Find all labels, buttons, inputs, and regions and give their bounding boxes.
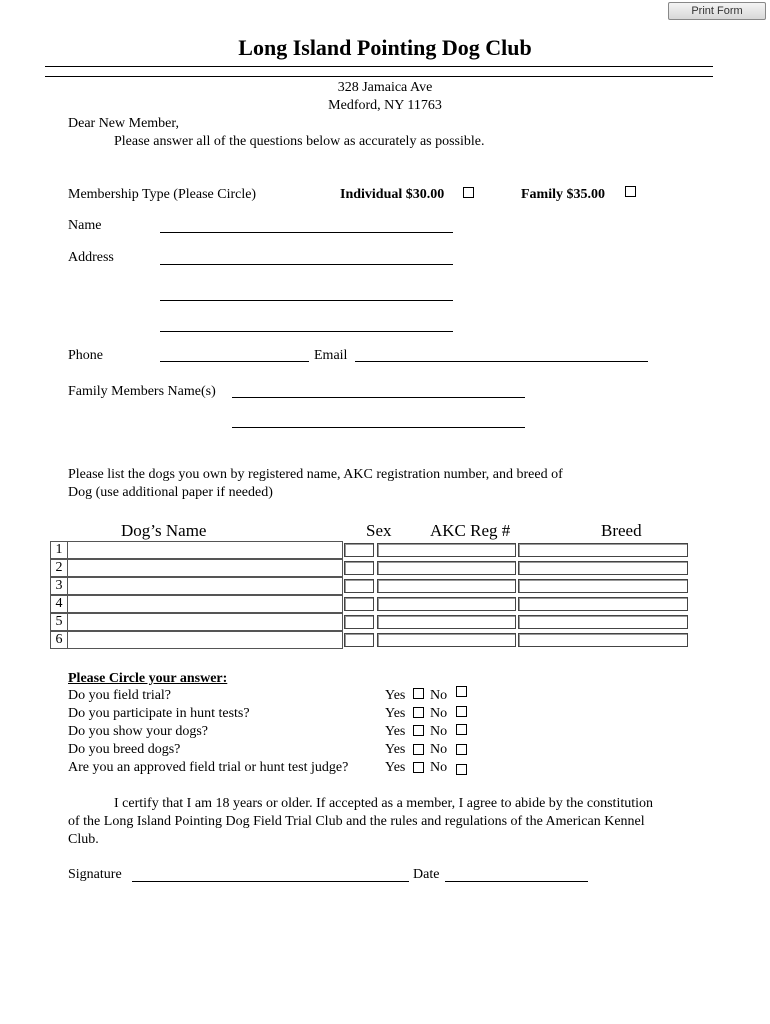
yes-label: Yes [385, 760, 406, 775]
no-label: No [430, 706, 448, 721]
question-2: Do you participate in hunt tests? [68, 706, 250, 721]
email-line[interactable] [355, 361, 648, 362]
title-rule-top [45, 66, 713, 67]
q1-no-checkbox[interactable] [456, 686, 467, 697]
row-number: 1 [50, 541, 68, 559]
dog-name-cell-2[interactable] [68, 559, 343, 577]
q2-yes-checkbox[interactable] [413, 707, 424, 718]
phone-label: Phone [68, 348, 103, 363]
date-label: Date [413, 867, 440, 882]
address-line-1[interactable] [160, 264, 453, 265]
signature-line[interactable] [132, 881, 409, 882]
title-rule-bottom [45, 76, 713, 77]
yes-label: Yes [385, 724, 406, 739]
akc-field-1[interactable] [377, 543, 516, 557]
name-line[interactable] [160, 232, 453, 233]
print-form-button[interactable]: Print Form [668, 2, 766, 20]
certify-line1: I certify that I am 18 years or older. If accepted as a member, I agree to abide by the constitution [114, 796, 653, 811]
sex-field-5[interactable] [344, 615, 374, 629]
yes-label: Yes [385, 706, 406, 721]
sex-field-3[interactable] [344, 579, 374, 593]
akc-field-5[interactable] [377, 615, 516, 629]
page-title: Long Island Pointing Dog Club [238, 35, 532, 60]
sex-field-2[interactable] [344, 561, 374, 575]
family-members-line-1[interactable] [232, 397, 525, 398]
address-line-2[interactable] [160, 300, 453, 301]
address-line1: 328 Jamaica Ave [337, 80, 433, 95]
address-line2: Medford, NY 11763 [328, 98, 442, 113]
row-number: 6 [50, 631, 68, 649]
breed-field-6[interactable] [518, 633, 688, 647]
instruction: Please answer all of the questions below as accurately as possible. [114, 134, 485, 149]
certify-line2: of the Long Island Pointing Dog Field Trial Club and the rules and regulations of the American Kennel [68, 814, 645, 829]
certify-line3: Club. [68, 832, 99, 847]
dog-name-header: Dog’s Name [121, 521, 207, 540]
breed-field-3[interactable] [518, 579, 688, 593]
dog-name-cell-1[interactable] [68, 541, 343, 559]
membership-label: Membership Type (Please Circle) [68, 187, 257, 202]
membership-family: Family $35.00 [521, 187, 605, 202]
breed-field-5[interactable] [518, 615, 688, 629]
breed-field-1[interactable] [518, 543, 688, 557]
individual-checkbox[interactable] [463, 187, 474, 198]
dogs-intro-line1: Please list the dogs you own by registered name, AKC registration number, and breed of [68, 467, 563, 482]
question-5: Are you an approved field trial or hunt test judge? [68, 760, 349, 775]
family-checkbox[interactable] [625, 186, 636, 197]
address-label: Address [68, 250, 114, 265]
row-number: 4 [50, 595, 68, 613]
question-1: Do you field trial? [68, 688, 172, 703]
akc-header: AKC Reg # [430, 521, 511, 540]
q5-no-checkbox[interactable] [456, 764, 467, 775]
address-line-3[interactable] [160, 331, 453, 332]
yes-label: Yes [385, 688, 406, 703]
greeting: Dear New Member, [68, 116, 180, 131]
date-line[interactable] [445, 881, 588, 882]
akc-field-3[interactable] [377, 579, 516, 593]
sex-field-6[interactable] [344, 633, 374, 647]
q1-yes-checkbox[interactable] [413, 688, 424, 699]
akc-field-2[interactable] [377, 561, 516, 575]
akc-field-4[interactable] [377, 597, 516, 611]
akc-field-6[interactable] [377, 633, 516, 647]
membership-individual: Individual $30.00 [340, 187, 445, 202]
sex-field-4[interactable] [344, 597, 374, 611]
q4-no-checkbox[interactable] [456, 744, 467, 755]
sex-field-1[interactable] [344, 543, 374, 557]
breed-header: Breed [601, 521, 642, 540]
signature-label: Signature [68, 867, 122, 882]
family-members-label: Family Members Name(s) [68, 384, 216, 399]
q5-yes-checkbox[interactable] [413, 762, 424, 773]
no-label: No [430, 742, 448, 757]
question-4: Do you breed dogs? [68, 742, 181, 757]
phone-line[interactable] [160, 361, 309, 362]
no-label: No [430, 760, 448, 775]
question-3: Do you show your dogs? [68, 724, 208, 739]
no-label: No [430, 724, 448, 739]
no-label: No [430, 688, 448, 703]
q3-no-checkbox[interactable] [456, 724, 467, 735]
sex-header: Sex [366, 521, 392, 540]
dog-name-cell-3[interactable] [68, 577, 343, 595]
dog-name-cell-4[interactable] [68, 595, 343, 613]
questions-header: Please Circle your answer: [68, 671, 228, 686]
breed-field-4[interactable] [518, 597, 688, 611]
yes-label: Yes [385, 742, 406, 757]
q4-yes-checkbox[interactable] [413, 744, 424, 755]
family-members-line-2[interactable] [232, 427, 525, 428]
q3-yes-checkbox[interactable] [413, 725, 424, 736]
breed-field-2[interactable] [518, 561, 688, 575]
row-number: 2 [50, 559, 68, 577]
row-number: 5 [50, 613, 68, 631]
dog-name-cell-6[interactable] [68, 631, 343, 649]
dog-name-cell-5[interactable] [68, 613, 343, 631]
q2-no-checkbox[interactable] [456, 706, 467, 717]
row-number: 3 [50, 577, 68, 595]
email-label: Email [314, 348, 348, 363]
name-label: Name [68, 218, 102, 233]
dogs-intro-line2: Dog (use additional paper if needed) [68, 485, 273, 500]
